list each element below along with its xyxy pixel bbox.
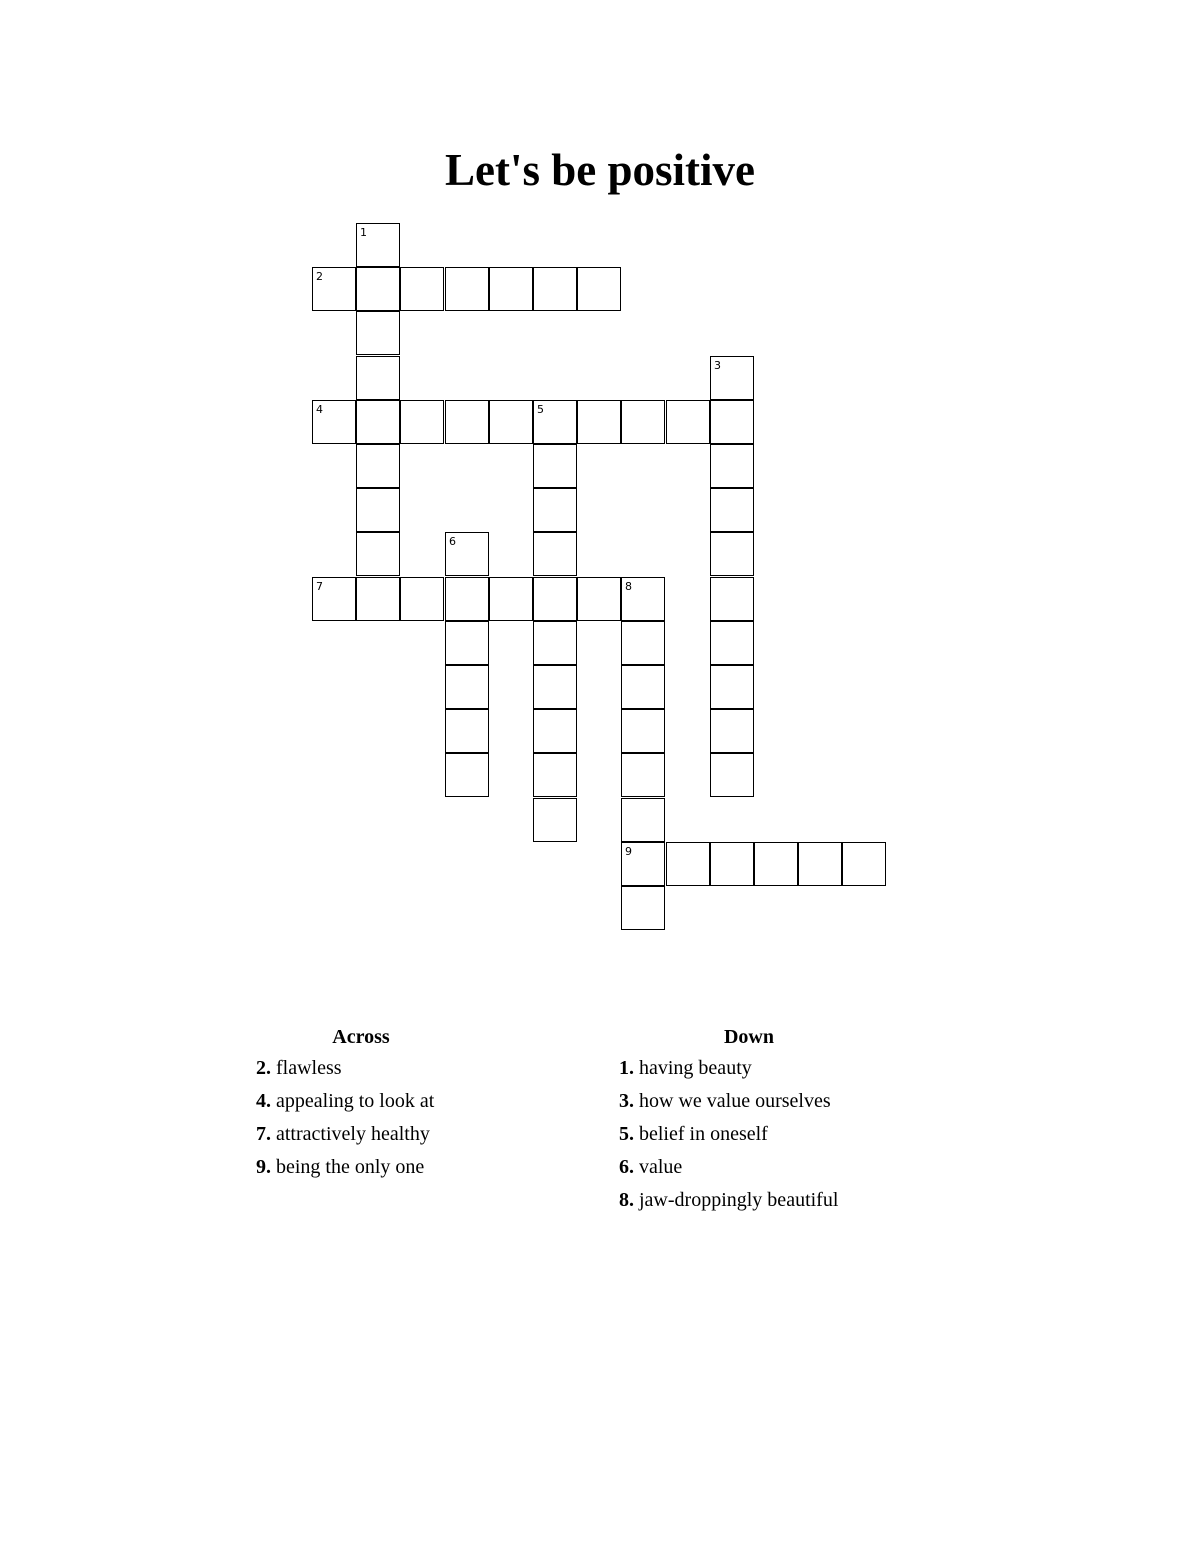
clue-text: attractively healthy <box>271 1123 430 1145</box>
clue-number-label: 8. <box>619 1189 634 1211</box>
grid-cell[interactable] <box>445 577 489 621</box>
grid-cell[interactable] <box>445 621 489 665</box>
grid-cell[interactable] <box>445 267 489 311</box>
across-clues <box>256 1022 466 1184</box>
grid-cell[interactable] <box>533 267 577 311</box>
clue-text: having beauty <box>634 1057 752 1079</box>
grid-cell[interactable] <box>533 444 577 488</box>
grid-cell[interactable] <box>445 709 489 753</box>
grid-cell[interactable] <box>621 886 665 930</box>
grid-cell[interactable] <box>533 400 577 444</box>
across-clue <box>256 1151 466 1184</box>
grid-cell[interactable] <box>533 798 577 842</box>
clue-number-label: 5. <box>619 1123 634 1145</box>
clue-number: 8 <box>625 580 632 593</box>
grid-cell[interactable] <box>356 223 400 267</box>
clue-number-label: 9. <box>256 1156 271 1178</box>
grid-cell[interactable] <box>356 444 400 488</box>
grid-cell[interactable] <box>356 356 400 400</box>
grid-cell[interactable] <box>621 753 665 797</box>
clue-number: 2 <box>316 270 323 283</box>
grid-cell[interactable] <box>577 400 621 444</box>
down-clue <box>619 1052 879 1085</box>
grid-cell[interactable] <box>312 267 356 311</box>
across-clue <box>256 1085 466 1118</box>
grid-cell[interactable] <box>621 577 665 621</box>
grid-cell[interactable] <box>621 400 665 444</box>
clue-text: jaw-droppingly beautiful <box>634 1189 839 1211</box>
grid-cell[interactable] <box>710 356 754 400</box>
grid-cell[interactable] <box>356 311 400 355</box>
grid-cell[interactable] <box>445 532 489 576</box>
clue-text: being the only one <box>271 1156 425 1178</box>
grid-cell[interactable] <box>621 798 665 842</box>
grid-cell[interactable] <box>710 621 754 665</box>
grid-cell[interactable] <box>356 488 400 532</box>
down-clue <box>619 1118 879 1151</box>
down-clue <box>619 1085 879 1118</box>
grid-cell[interactable] <box>312 400 356 444</box>
down-clue-list <box>619 1052 879 1217</box>
across-clue-list <box>256 1052 466 1184</box>
clue-number: 9 <box>625 845 632 858</box>
grid-cell[interactable] <box>489 400 533 444</box>
grid-cell[interactable] <box>533 488 577 532</box>
clue-number-label: 7. <box>256 1123 271 1145</box>
grid-cell[interactable] <box>445 753 489 797</box>
grid-cell[interactable] <box>356 532 400 576</box>
grid-cell[interactable] <box>533 753 577 797</box>
grid-cell[interactable] <box>666 842 710 886</box>
clue-number-label: 6. <box>619 1156 634 1178</box>
down-heading: Down <box>723 1026 774 1048</box>
grid-cell[interactable] <box>666 400 710 444</box>
grid-cell[interactable] <box>710 709 754 753</box>
clue-number: 6 <box>449 535 456 548</box>
clue-number: 3 <box>714 359 721 372</box>
grid-cell[interactable] <box>400 577 444 621</box>
clue-number: 7 <box>316 580 323 593</box>
grid-cell[interactable] <box>533 532 577 576</box>
grid-cell[interactable] <box>621 709 665 753</box>
across-clue <box>256 1118 466 1151</box>
clue-text: how we value ourselves <box>634 1090 831 1112</box>
grid-cell[interactable] <box>356 577 400 621</box>
grid-cell[interactable] <box>533 665 577 709</box>
grid-cell[interactable] <box>754 842 798 886</box>
clue-number-label: 4. <box>256 1090 271 1112</box>
grid-cell[interactable] <box>312 577 356 621</box>
grid-cell[interactable] <box>842 842 886 886</box>
grid-cell[interactable] <box>533 577 577 621</box>
grid-cell[interactable] <box>489 577 533 621</box>
clue-number-label: 2. <box>256 1057 271 1079</box>
grid-cell[interactable] <box>356 400 400 444</box>
down-clue <box>619 1184 879 1217</box>
grid-cell[interactable] <box>533 709 577 753</box>
grid-cell[interactable] <box>621 665 665 709</box>
grid-cell[interactable] <box>445 400 489 444</box>
grid-cell[interactable] <box>489 267 533 311</box>
grid-cell[interactable] <box>710 842 754 886</box>
clue-text: flawless <box>271 1057 342 1079</box>
down-clue <box>619 1151 879 1184</box>
grid-cell[interactable] <box>710 400 754 444</box>
grid-cell[interactable] <box>798 842 842 886</box>
page-title: Let's be positive <box>445 145 755 195</box>
clue-number: 4 <box>316 403 323 416</box>
grid-cell[interactable] <box>445 665 489 709</box>
clue-number-label: 3. <box>619 1090 634 1112</box>
grid-cell[interactable] <box>356 267 400 311</box>
clue-text: belief in oneself <box>634 1123 768 1145</box>
grid-cell[interactable] <box>400 400 444 444</box>
grid-cell[interactable] <box>710 444 754 488</box>
clue-number: 1 <box>360 226 367 239</box>
clue-number-label: 1. <box>619 1057 634 1079</box>
grid-cell[interactable] <box>710 753 754 797</box>
grid-cell[interactable] <box>400 267 444 311</box>
grid-cell[interactable] <box>577 267 621 311</box>
down-clues <box>619 1022 879 1217</box>
grid-cell[interactable] <box>710 532 754 576</box>
clue-text: value <box>634 1156 683 1178</box>
grid-cell[interactable] <box>710 665 754 709</box>
grid-cell[interactable] <box>533 621 577 665</box>
grid-cell[interactable] <box>621 621 665 665</box>
grid-cell[interactable] <box>621 842 665 886</box>
across-clue <box>256 1052 466 1085</box>
grid-cell[interactable] <box>577 577 621 621</box>
grid-cell[interactable] <box>710 577 754 621</box>
across-heading: Across <box>332 1026 390 1048</box>
clue-number: 5 <box>537 403 544 416</box>
grid-cell[interactable] <box>710 488 754 532</box>
clue-text: appealing to look at <box>271 1090 435 1112</box>
